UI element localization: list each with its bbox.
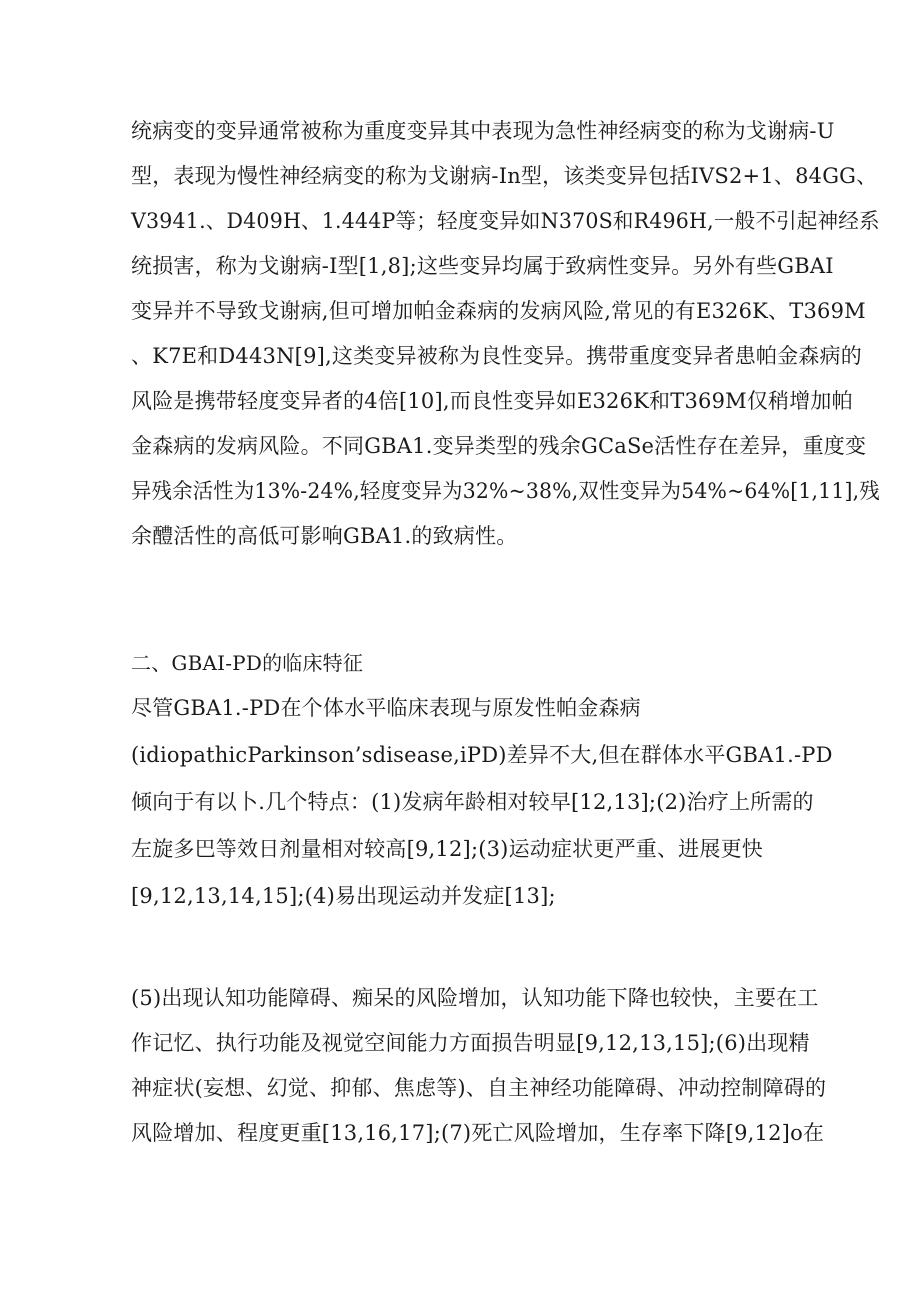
paragraph-1-line-1: 统病变的变异通常被称为重度变异其中表现为急性神经病变的称为戈谢病-U [131,119,835,143]
paragraph-3-line-4: 风险增加、程度更重[13,16,17];(7)死亡风险增加，生存率下降[9,12]o在 [131,1121,825,1145]
paragraph-1-line-6: 、K7E和D443N[9],这类变异被称为良性变异。携带重度变异者患帕金森病的 [131,344,862,368]
paragraph-1-line-9: 异残余活性为13%-24%,轻度变异为32%~38%,双性变异为54%~64%[1,11],残 [131,479,880,503]
paragraph-1-line-5: 变异并不导致戈谢病,但可增加帕金森病的发病风险,常见的有E326K、T369M [131,299,866,323]
paragraph-1-line-2: 型，表现为慢性神经病变的称为戈谢病-In型，该类变异包括IVS2+1、84GG、 [131,164,878,188]
section-heading: 二、GBAI-PD的临床特征 [131,651,364,675]
paragraph-2-line-1: 尽管GBA1.-PD在个体水平临床表现与原发性帕金森病 [131,696,641,720]
paragraph-1-line-4: 统损害，称为戈谢病-I型[1,8];这些变异均属于致病性变异。另外有些GBAI [131,254,834,278]
paragraph-3-line-2: 作记忆、执行功能及视觉空间能力方面损告明显[9,12,13,15];(6)出现精 [131,1031,810,1055]
paragraph-2-line-4: 左旋多巴等效日剂量相对较高[9,12];(3)运动症状更严重、进展更快 [131,837,763,861]
paragraph-1-line-3: V3941.、D409H、1.444P等；轻度变异如N370S和R496H,一般不引起神经系 [131,209,880,233]
paragraph-2-line-5: [9,12,13,14,15];(4)易出现运动并发症[13]; [131,884,556,908]
paragraph-2-line-3: 倾向于有以卜.几个特点：(1)发病年龄相对较早[12,13];(2)治疗上所需的 [131,790,814,814]
paragraph-2-line-2: (idiopathicParkinson’sdisease,iPD)差异不大,但在群体水平GBA1.-PD [131,743,833,767]
paragraph-1-line-10: 余醴活性的高低可影响GBA1.的致病性。 [131,524,518,548]
paragraph-3-line-1: (5)出现认知功能障碍、痴呆的风险增加，认知功能下降也较快，主要在工 [131,986,819,1010]
paragraph-1-line-7: 风险是携带轻度变异者的4倍[10],而良性变异如E326K和T369M仅稍增加帕 [131,389,853,413]
paragraph-1-line-8: 金森病的发病风险。不同GBA1.变异类型的残余GCaSe活性存在差异，重度变 [131,434,867,458]
paragraph-3-line-3: 神症状(妄想、幻觉、抑郁、焦虑等)、自主神经功能障碍、冲动控制障碍的 [131,1076,827,1100]
